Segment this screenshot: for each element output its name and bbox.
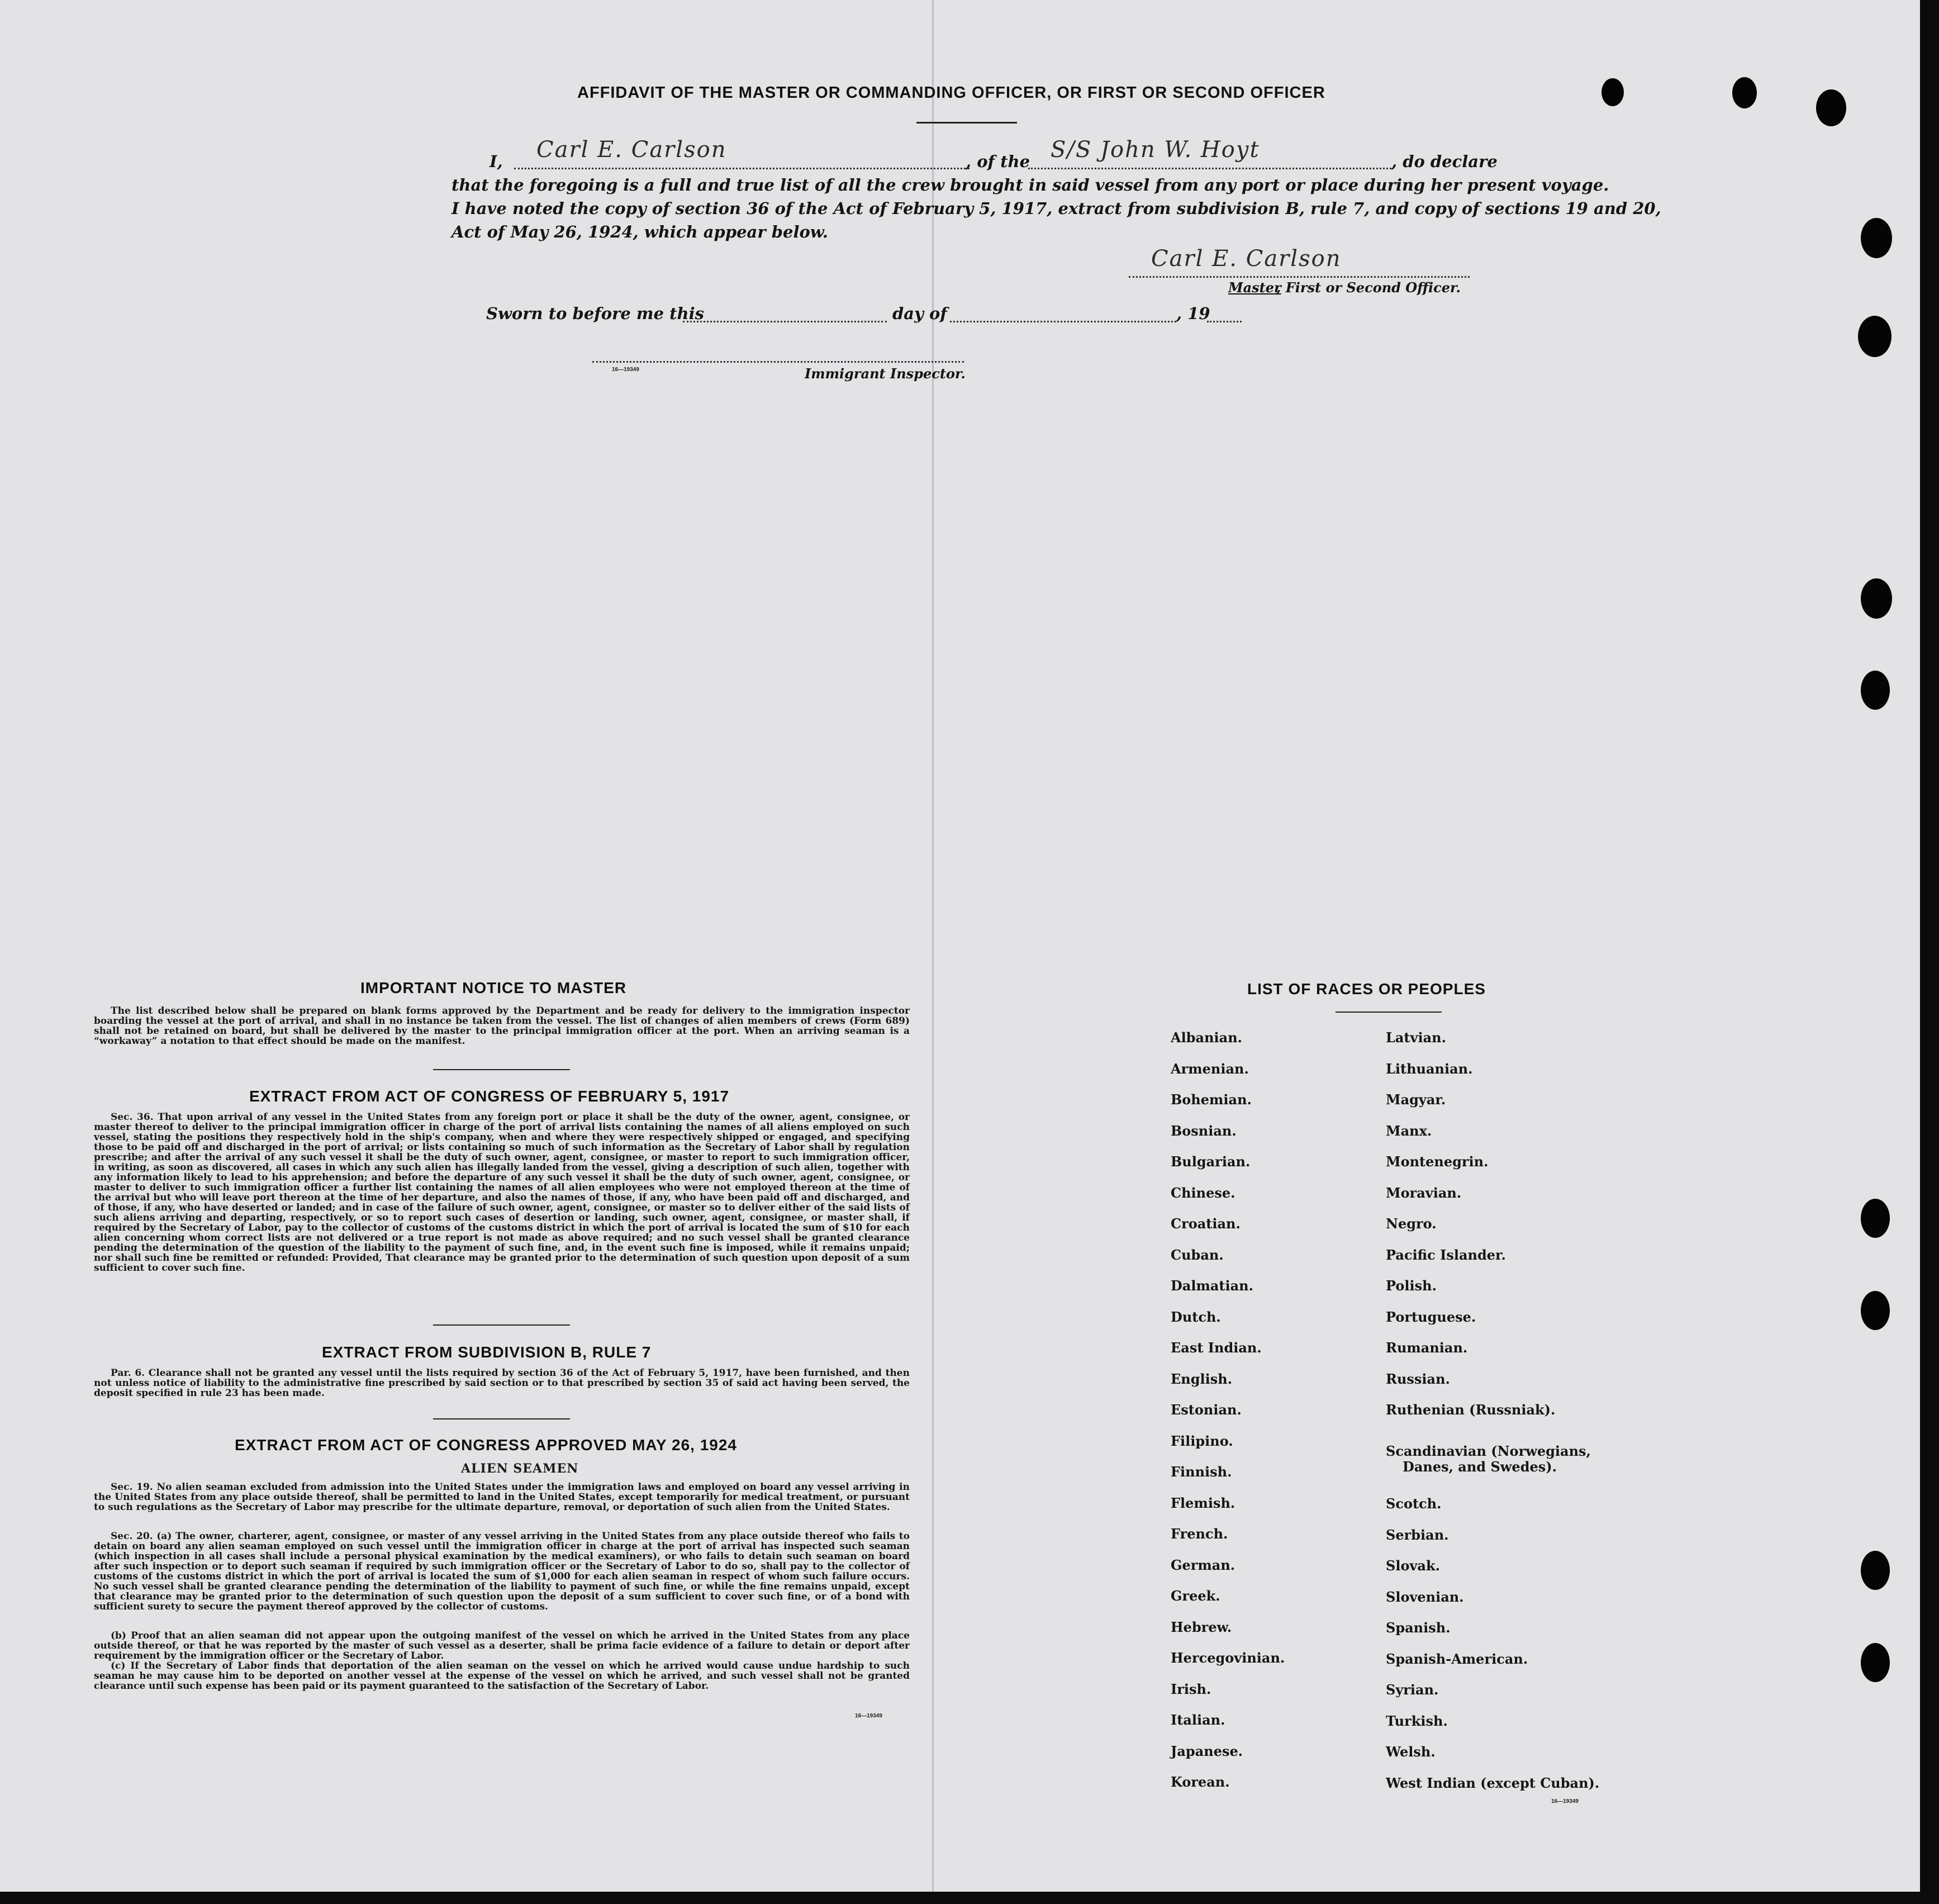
race-item: Korean.: [1171, 1774, 1230, 1790]
extract-1917-title: EXTRACT FROM ACT OF CONGRESS OF FEBRUARY 5, 1917: [249, 1088, 730, 1105]
form-number-right: 16—19349: [1551, 1798, 1579, 1805]
races-title: LIST OF RACES OR PEOPLES: [1247, 980, 1486, 998]
race-item: English.: [1171, 1370, 1233, 1387]
alien-seamen-subtitle: ALIEN SEAMEN: [461, 1461, 579, 1476]
signature-line: [1129, 275, 1470, 278]
race-item: Negro.: [1386, 1215, 1437, 1232]
race-item: Italian.: [1171, 1712, 1225, 1728]
race-item: Armenian.: [1171, 1060, 1249, 1077]
race-item: Serbian.: [1386, 1526, 1449, 1543]
scan-edge-bottom: [0, 1892, 1939, 1904]
race-item: Spanish.: [1386, 1620, 1451, 1636]
officer-label: , First or Second Officer.: [1276, 279, 1461, 296]
affidavit-line-3: I have noted the copy of section 36 of the Act of February 5, 1917, extract from subdivision B, rule 7, and copy of sections 19 and 20,: [452, 199, 1661, 218]
race-item: Russian.: [1386, 1370, 1450, 1387]
extract-rule7-title: EXTRACT FROM SUBDIVISION B, RULE 7: [322, 1343, 652, 1361]
race-item: Irish.: [1171, 1680, 1211, 1697]
race-item: German.: [1171, 1556, 1235, 1573]
sec20a-text: Sec. 20. (a) The owner, charterer, agent, consignee, or master of any vessel arriving in the United States from any place outside thereof who fails to detain on board any alien seaman employed on such vessel until the immigration officer in charge at the port of arrival has inspected such seaman (which inspection in all cases shall include a personal physical examination by the medical examiners), or who fails to detain such seaman on board after such inspection or to deport such seaman if required by such immigration officer or the Secretary of Labor to do so, shall pay to the collector of customs of the customs district in which the port of arrival is located the sum of $1,000 for each alien seaman in respect of whom such failure occurs. No such vessel shall be granted clearance pending the determination of the liability to payment of such fine, or while the fine remains unpaid, except that clearance may be granted prior to the determination of such question upon the deposit of a sum sufficient to cover such fine, or of a bond with sufficient surety to secure the payment thereof approved by the collector of customs.: [94, 1531, 910, 1612]
race-item: Flemish.: [1171, 1494, 1235, 1511]
affidavit-line-2: that the foregoing is a full and true list of all the crew brought in said vessel from any port or place during her present voyage.: [452, 175, 1609, 194]
page-fold: [932, 0, 934, 1904]
sec19-text: Sec. 19. No alien seaman excluded from admission into the United States under the immigration laws and employed on board any vessel arriving in the United States from any place outside thereof, shall be permitted to land in the United States, except temporarily for medical treatment, or pursuant to such regulations as the Secretary of Labor may prescribe for the ultimate departure, removal, or deportation of such alien from the United States.: [94, 1482, 910, 1513]
race-item: Slovak.: [1386, 1558, 1440, 1574]
race-item: Manx.: [1386, 1122, 1432, 1139]
affidavit-line-4: Act of May 26, 1924, which appear below.: [452, 222, 828, 241]
race-item: Polish.: [1386, 1278, 1437, 1294]
sworn-year-line: [1207, 320, 1242, 322]
race-item: Dalmatian.: [1171, 1278, 1253, 1294]
inspector-label: Immigrant Inspector.: [805, 365, 966, 382]
race-item: Scotch.: [1386, 1495, 1442, 1512]
race-item: Japanese.: [1171, 1742, 1243, 1759]
vessel-name-handwritten: S/S John W. Hoyt: [1051, 137, 1260, 163]
extract-1924-title: EXTRACT FROM ACT OF CONGRESS APPROVED MAY 26, 1924: [235, 1436, 737, 1454]
race-item: Magyar.: [1386, 1091, 1446, 1108]
notice-title: IMPORTANT NOTICE TO MASTER: [360, 979, 627, 996]
title-rule: [916, 122, 1017, 124]
race-item: Pacific Islander.: [1386, 1246, 1506, 1263]
section-rule: [433, 1069, 570, 1070]
of-the-label: , of the: [966, 152, 1030, 171]
race-item: Montenegrin.: [1386, 1153, 1489, 1170]
race-item: Ruthenian (Russniak).: [1386, 1402, 1556, 1418]
punch-hole: [1861, 1643, 1890, 1682]
extract-rule7-text: Par. 6. Clearance shall not be granted any vessel until the lists required by section 36 of the Act of February 5, 1917, have been furnished, and then not unless notice of liability to the administrative fine prescribed by said section or to that prescribed by section 35 of said act having been served, the deposit specified in rule 23 has been made.: [94, 1368, 910, 1399]
race-item: Slovenian.: [1386, 1588, 1464, 1605]
race-item: Lithuanian.: [1386, 1060, 1473, 1077]
race-item: French.: [1171, 1526, 1228, 1542]
do-declare-label: , do declare: [1391, 152, 1498, 171]
vessel-name-line: [1028, 167, 1391, 169]
extract-1917-text: Sec. 36. That upon arrival of any vessel in the United States from any foreign port or place it shall be the duty of the owner, agent, consignee, or master thereof to deliver to the principal immigration officer in charge of the port of arrival lists containing the names of all aliens employed on such vessel, stating the positions they respectively hold in the ship's company, when and where they were respectively shipped or engaged, and specifying those to be paid off and discharged in the port of arrival; or lists containing so much of such information as the Secretary of Labor shall by regulation prescribe; and after the arrival of any such vessel it shall be the duty of such owner, agent, consignee, or master to report to such immigration officer, in writing, as soon as discovered, all cases in which any such alien has illegally landed from the vessel, giving a description of such alien, together with any information likely to lead to his apprehension; and before the departure of any such vessel it shall be the duty of such owner, agent, consignee, or master to deliver to such immigration officer a further list containing the names of all alien employees who were not employed thereon at the time of the arrival but who will leave port thereon at the time of her departure, and also the names of those, if any, who have been paid off and discharged, and of those, if any, who have deserted or landed; and in case of the failure of such owner, agent, consignee, or master so to deliver either of the said lists of such aliens arriving and departing, respectively, or so to report such cases of desertion or landing, such owner, agent, consignee, or master shall, if required by the Secretary of Labor, pay to the collector of customs of the customs district in which the port of arrival is located the sum of $10 for each alien concerning whom correct lists are not delivered or a true report is not made as above required; and no such vessel shall be granted clearance pending the determination of the question of the liability to the payment of such fine, and, in the event such fine is imposed, while it remains unpaid; nor shall such fine be remitted or refunded: Provided, That clearance may be granted prior to the determination of such question upon deposit of a sum sufficient to cover such fine.: [94, 1112, 910, 1274]
punch-hole: [1861, 578, 1892, 619]
sworn-label: Sworn to before me this: [486, 304, 704, 323]
race-item: Hebrew.: [1171, 1618, 1232, 1635]
races-title-rule: [1336, 1012, 1442, 1013]
race-item: Cuban.: [1171, 1246, 1224, 1263]
race-item: Bosnian.: [1171, 1122, 1237, 1139]
punch-hole: [1858, 316, 1892, 357]
punch-hole: [1861, 1199, 1890, 1238]
inspector-signature-line: [592, 360, 964, 363]
race-item: Chinese.: [1171, 1184, 1235, 1201]
affidavit-title: AFFIDAVIT OF THE MASTER OR COMMANDING OFFICER, OR FIRST OR SECOND OFFICER: [577, 84, 1325, 102]
year-prefix-label: , 19: [1176, 304, 1210, 323]
sec20b-text: (b) Proof that an alien seaman did not appear upon the outgoing manifest of the vessel on which he arrived in the United States from any place outside thereof, or that he was reported by the master of such vessel as a deserter, shall be prima facie evidence of a failure to detain or deport after requirement by the immigration officer or the Secretary of Labor.: [94, 1630, 910, 1661]
punch-hole: [1816, 89, 1846, 126]
race-item: Hercegovinian.: [1171, 1650, 1285, 1666]
master-label: Master: [1228, 279, 1281, 296]
race-item: Filipino.: [1171, 1432, 1233, 1449]
race-item: Moravian.: [1386, 1184, 1462, 1201]
race-item: Bulgarian.: [1171, 1153, 1251, 1170]
race-item: Croatian.: [1171, 1215, 1241, 1232]
sec20c-text: (c) If the Secretary of Labor finds that deportation of the alien seaman on the vessel on which he arrived would cause undue hardship to such seaman he may cause him to be deported on another vessel at the expense of the vessel on which he arrived, and such vessel shall not be granted clearance until such expense has been paid or its payment guaranteed to the satisfaction of the Secretary of Labor.: [94, 1660, 910, 1692]
punch-hole: [1861, 1291, 1890, 1330]
race-item: Syrian.: [1386, 1682, 1439, 1698]
race-scandinavian-line2: Danes, and Swedes).: [1403, 1459, 1557, 1475]
race-item: Estonian.: [1171, 1402, 1242, 1418]
scan-edge-right: [1920, 0, 1939, 1904]
day-of-label: day of: [892, 304, 947, 323]
race-item: Turkish.: [1386, 1712, 1448, 1729]
punch-hole: [1601, 78, 1624, 106]
race-item: Latvian.: [1386, 1029, 1446, 1046]
punch-hole: [1861, 218, 1892, 258]
race-item: East Indian.: [1171, 1340, 1262, 1356]
form-number-top: 16—19349: [612, 367, 639, 373]
sworn-day-line: [683, 320, 887, 322]
master-name-handwritten: Carl E. Carlson: [536, 137, 727, 163]
section-rule: [433, 1324, 570, 1326]
race-item: Rumanian.: [1386, 1340, 1468, 1356]
sworn-month-line: [950, 320, 1176, 322]
notice-text: The list described below shall be prepared on blank forms approved by the Department and be ready for delivery to the immigration inspector boarding the vessel at the port of arrival, and shall in no instance be taken from the vessel. The list of changes of alien members of crews (Form 689) shall not be retained on board, but shall be delivered by the master to the principal immigration officer at the port. When an arriving seaman is a “workaway” a notation to that effect should be made on the manifest.: [94, 1005, 910, 1047]
race-scandinavian-line1: Scandinavian (Norwegians,: [1386, 1443, 1591, 1459]
punch-hole: [1732, 77, 1757, 108]
race-item: Welsh.: [1386, 1744, 1436, 1760]
section-rule: [433, 1418, 570, 1419]
race-item: Dutch.: [1171, 1308, 1221, 1325]
punch-hole: [1861, 1551, 1890, 1590]
form-number-left: 16—19349: [855, 1713, 882, 1719]
race-item: Albanian.: [1171, 1029, 1242, 1046]
affidavit-i-label: I,: [489, 152, 503, 171]
race-item: Finnish.: [1171, 1464, 1232, 1480]
race-item: Portuguese.: [1386, 1308, 1476, 1325]
race-item: Spanish-American.: [1386, 1650, 1528, 1667]
punch-hole: [1861, 671, 1890, 710]
race-item: West Indian (except Cuban).: [1386, 1774, 1600, 1791]
master-signature: Carl E. Carlson: [1151, 246, 1342, 272]
master-name-line: [514, 167, 970, 169]
race-item: Greek.: [1171, 1588, 1220, 1604]
race-item: Bohemian.: [1171, 1091, 1252, 1108]
